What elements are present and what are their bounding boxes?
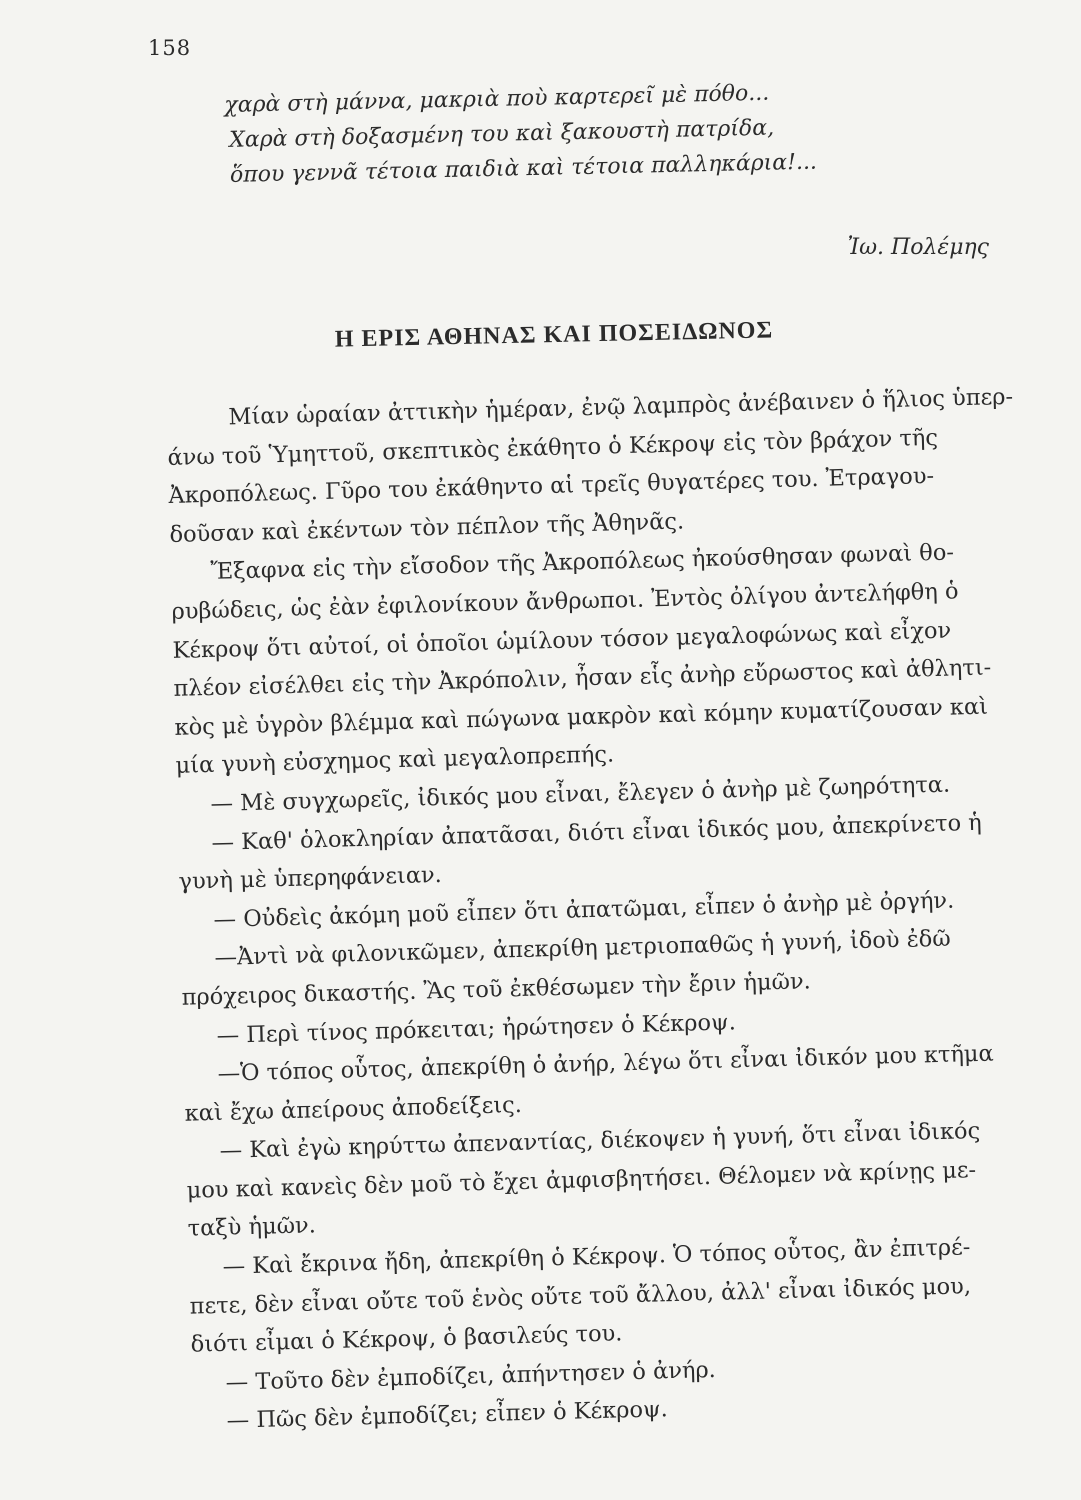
text-line: πετε, δὲν εἶναι οὔτε τοῦ ἑνὸς οὔτε τοῦ ἄλλου, ἀλλ' εἶναι ἰδικός μου, [189, 1272, 972, 1320]
text-line: ταξὺ ἡμῶν. [187, 1212, 317, 1243]
dialogue-line: — Περὶ τίνος πρόκειται; ἠρώτησεν ὁ Κέκροψ. [216, 1008, 737, 1049]
text-line: Ἔξαφνα εἰς τὴν εἴσοδον τῆς Ἀκροπόλεως ἠκούσθησαν φωναὶ θο- [210, 539, 955, 586]
article-title: Η ΕΡΙΣ ΑΘΗΝΑΣ ΚΑΙ ΠΟΣΕΙΔΩΝΟΣ [334, 317, 774, 353]
text-line: δοῦσαν καὶ ἐκέντων τὸν πέπλον τῆς Ἀθηνᾶς. [169, 508, 685, 548]
text-line: πρόχειρος δικαστής. Ἂς τοῦ ἐκθέσωμεν τὴν ἔριν ἡμῶν. [181, 968, 812, 1011]
dialogue-line: — Καθ' ὁλοκληρίαν ἀπατᾶσαι, διότι εἶναι ἰδικός μου, ἀπεκρίνετο ἡ [211, 809, 983, 856]
text-line: μία γυνὴ εὐσχημος καὶ μεγαλοπρεπής. [175, 741, 615, 780]
text-line: διότι εἶμαι ὁ Κέκροψ, ὁ βασιλεύς του. [190, 1320, 623, 1358]
poem-stanza [224, 71, 996, 193]
text-line: καὶ ἔχω ἀπείρους ἀποδείξεις. [184, 1091, 523, 1127]
text-line: πλέον εἰσέλθει εἰς τὴν Ἀκρόπολιν, ἦσαν εἷς ἀνὴρ εὔρωστος καὶ ἀθλητι- [173, 654, 992, 703]
text-line: μου καὶ κανεὶς δὲν μοῦ τὸ ἔχει ἀμφισβητήσει. Θέλομεν νὰ κρίνῃς με- [186, 1156, 977, 1204]
dialogue-line: — Τοῦτο δὲν ἐμποδίζει, ἀπήντησεν ὁ ἀνήρ. [225, 1356, 717, 1396]
article-body [166, 377, 1073, 1442]
dialogue-line: — Καὶ ἔκρινα ἤδη, ἀπεκρίθη ὁ Κέκροψ. Ὁ τόπος οὗτος, ἂν ἐπιτρέ- [222, 1234, 971, 1280]
text-line: Μίαν ὡραίαν ἀττικὴν ἡμέραν, ἐνῷ λαμπρὸς ἀνέβαινεν ὁ ἥλιος ὑπερ- [228, 383, 1014, 431]
poem-author: Ἰω. Πολέμης [847, 235, 989, 260]
poem-line-3: ὅπου γεννᾶ τέτοια παιδιὰ καὶ τέτοια παλληκάρια!... [229, 149, 818, 188]
text-line: άνω τοῦ Ὑμηττοῦ, σκεπτικὸς ἐκάθητο ὁ Κέκροψ εἰς τὸν βράχον τῆς [167, 424, 939, 471]
dialogue-line: — Πῶς δὲν ἐμποδίζει; εἶπεν ὁ Κέκροψ. [226, 1396, 669, 1435]
poem-line-1: χαρὰ στὴ μάννα, μακριὰ ποὺ καρτερεῖ μὲ πόθο... [224, 80, 770, 118]
text-line: Ἀκροπόλεως. Γῦρο του ἐκάθηντο αἱ τρεῖς θυγατέρες του. Ἐτραγου- [168, 463, 935, 510]
poem-line-2: Χαρὰ στὴ δοξασμένη του καὶ ξακουστὴ πατρίδα, [228, 115, 775, 153]
dialogue-line: — Καὶ ἐγὼ κηρύττω ἀπεναντίας, διέκοψεν ἡ γυνή, ὅτι εἶναι ἰδικός [219, 1118, 981, 1165]
text-line: ρυβώδεις, ὡς ἐὰν ἐφιλονίκουν ἄνθρωποι. Ἐντὸς ὀλίγου ἀντελήφθη ὁ [171, 578, 959, 625]
text-line: γυνὴ μὲ ὑπερηφάνειαν. [178, 862, 443, 895]
text-line: κὸς μὲ ὑγρὸν βλέμμα καὶ πώγωνα μακρὸν καὶ κόμην κυματίζουσαν καὶ [174, 693, 989, 741]
dialogue-line: —Ὁ τόπος οὗτος, ἀπεκρίθη ὁ ἀνήρ, λέγω ὅτι εἶναι ἰδικόν μου κτῆμα [217, 1040, 995, 1087]
dialogue-line: — Οὐδεὶς ἀκόμη μοῦ εἶπεν ὅτι ἀπατῶμαι, εἶπεν ὁ ἀνὴρ μὲ ὀργήν. [213, 887, 955, 933]
text-line: Κέκροψ ὅτι αὐτοί, οἱ ὁποῖοι ὡμίλουν τόσον μεγαλοφώνως καὶ εἶχον [172, 617, 952, 664]
dialogue-line: —Ἀντὶ νὰ φιλονικῶμεν, ἀπεκρίθη μετριοπαθῶς ἡ γυνή, ἰδοὺ ἐδῶ [214, 925, 951, 972]
dialogue-line: — Μὲ συγχωρεῖς, ἰδικός μου εἶναι, ἔλεγεν ὁ ἀνὴρ μὲ ζωηρότητα. [210, 771, 951, 817]
page-number: 158 [148, 36, 192, 60]
